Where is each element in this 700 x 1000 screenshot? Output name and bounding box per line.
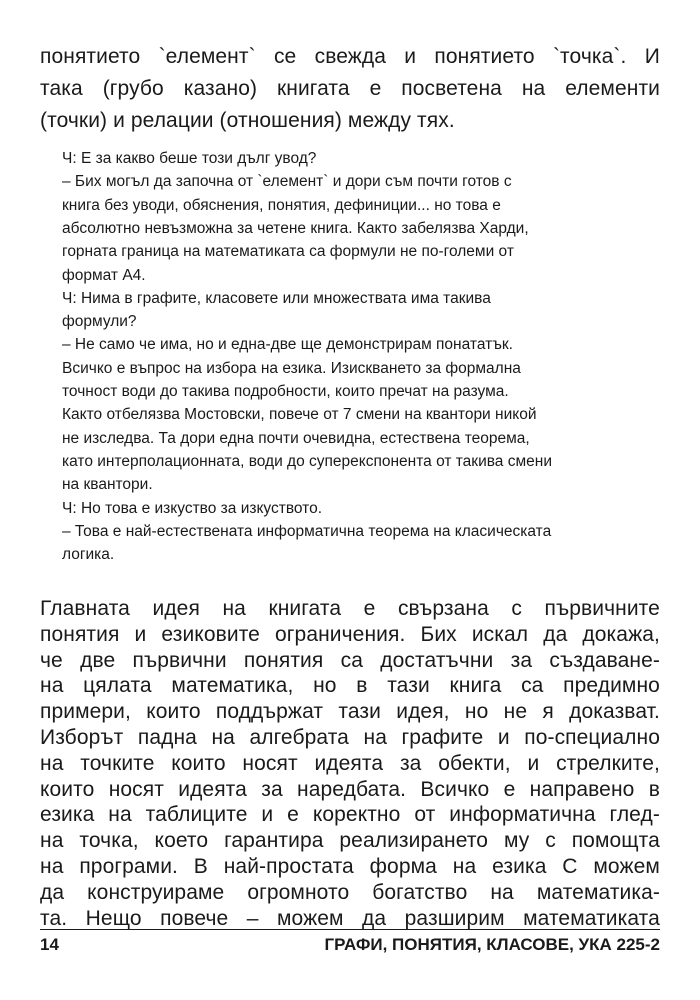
footer-rule xyxy=(40,929,660,930)
dialogue-line: Както отбелязва Мостовски, повече от 7 смени на квантори никой xyxy=(62,406,537,424)
dialogue-line: абсолютно невъзможна за четене книга. Както забелязва Харди, xyxy=(62,219,529,237)
intro-line: (точки) и релации (отношения) между тях. xyxy=(40,109,455,132)
dialogue-line: Ч: Но това е изкуство за изкуството. xyxy=(62,499,323,517)
dialogue-line: – Това е най-естествената информатична теорема на класическата xyxy=(62,522,552,540)
main-line: примери, които поддържат тази идея, но не я доказват. xyxy=(40,700,660,724)
main-line: на точките които носят идеята за обекти, и стрелките, xyxy=(40,751,660,775)
page-number: 14 xyxy=(40,935,59,954)
running-title: ГРАФИ, ПОНЯТИЯ, КЛАСОВЕ, УКА 225-2 xyxy=(324,935,660,954)
intro-line: така (грубо казано) книгата е посветена на елементи xyxy=(40,77,660,100)
dialogue-line: на квантори. xyxy=(62,476,153,494)
dialogue-line: не изследва. Та дори една почти очевидна, естествена теорема, xyxy=(62,429,530,447)
dialogue-line: Всичко е въпрос на избора на езика. Изискването за формална xyxy=(62,359,521,377)
main-line: на цялата математика, но в тази книга са предимно xyxy=(40,674,660,698)
dialogue-line: – Бих могъл да започна от `елемент` и дори съм почти готов с xyxy=(62,173,512,191)
main-line: които носят идеята за наредбата. Всичко е направено в xyxy=(40,777,660,801)
intro-line: понятието `елемент` се свежда и понятието `точка`. И xyxy=(40,45,660,68)
main-line: езика на таблиците и е коректно от информатична глед- xyxy=(40,803,660,827)
dialogue-line: формули? xyxy=(62,313,137,331)
dialogue-line: – Не само че има, но и една-две ще демонстрирам понататък. xyxy=(62,336,513,354)
main-line: да конструираме огромното богатство на математика- xyxy=(40,880,660,904)
dialogue-line: формат А4. xyxy=(62,266,146,284)
main-line: Изборът падна на алгебрата на графите и по-специално xyxy=(40,726,660,749)
dialogue-line: Ч: Е за какво беше този дълг увод? xyxy=(62,150,317,167)
dialogue-line: Ч: Нима в графите, класовете или множествата има такива xyxy=(62,289,491,307)
main-line: Главната идея на книгата е свързана с първичните xyxy=(40,597,660,620)
main-line: та. Нещо повече – можем да разширим математиката xyxy=(40,906,660,930)
main-line: понятия и езиковите ограничения. Бих искал да докажа, xyxy=(40,622,660,646)
dialogue-line: книга без уводи, обяснения, понятия, дефиниции... но това е xyxy=(62,196,501,214)
main-line: на програми. В най-простата форма на езика С можем xyxy=(40,855,660,878)
main-line: че две първични понятия са достатъчни за създаване- xyxy=(40,648,660,672)
dialogue-line: горната граница на математиката са формули не по-големи от xyxy=(62,243,514,261)
main-line: на точка, което гарантира реализирането му с помощта xyxy=(40,829,660,853)
dialogue-line: като интерполационната, води до суперекспонента от такива смени xyxy=(62,452,552,470)
dialogue-line: точност води до такива подробности, които пречат на разума. xyxy=(62,383,509,400)
dialogue-line: логика. xyxy=(62,546,115,564)
